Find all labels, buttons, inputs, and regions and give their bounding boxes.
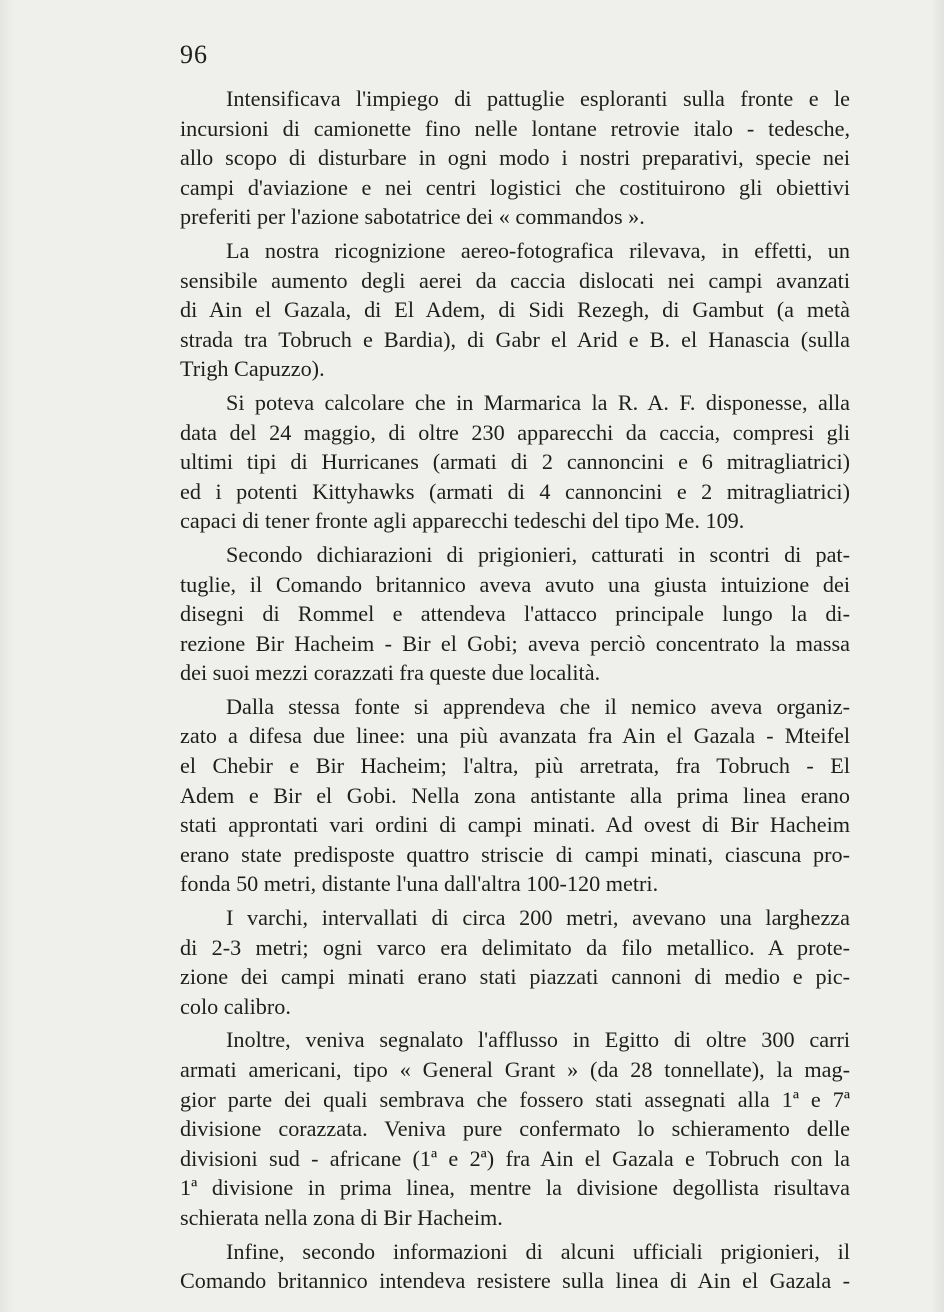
body-text bbox=[180, 84, 850, 1296]
text-line: Intensificava l'impiego di pattuglie esploranti sulla fronte e le bbox=[226, 86, 850, 111]
text-line: incursioni di camionette fino nelle lontane retrovie italo - tedesche, bbox=[180, 115, 850, 141]
text-line: La nostra ricognizione aereo-fotografica rilevava, in effetti, un bbox=[226, 237, 850, 263]
text-line: sensibile aumento degli aerei da caccia dislocati nei campi avanzati bbox=[180, 267, 850, 293]
text-line: disegni di Rommel e attendeva l'attacco principale lungo la di- bbox=[180, 601, 850, 627]
text-line: di Ain el Gazala, di El Adem, di Sidi Rezegh, di Gambut (a metà bbox=[180, 297, 850, 323]
text-line: I varchi, intervallati di circa 200 metri, avevano una larghezza bbox=[226, 905, 850, 931]
text-line: strada tra Tobruch e Bardia), di Gabr el Arid e B. el Hanascia (sulla bbox=[180, 326, 850, 352]
page-number: 96 bbox=[180, 40, 208, 69]
text-line: Infine, secondo informazioni di alcuni ufficiali prigionieri, il bbox=[226, 1238, 850, 1264]
text-line: armati americani, tipo « General Grant » (da 28 tonnellate), la mag- bbox=[180, 1057, 850, 1082]
text-line: dei suoi mezzi corazzati fra queste due località. bbox=[180, 660, 601, 686]
paragraph bbox=[180, 1237, 850, 1296]
text-line: zato a difesa due linee: una più avanzata fra Ain el Gazala - Mteifel bbox=[180, 723, 850, 749]
text-line: stati approntati vari ordini di campi minati. Ad ovest di Bir Hacheim bbox=[180, 812, 850, 838]
paragraph bbox=[180, 1025, 850, 1232]
text-line: el Chebir e Bir Hacheim; l'altra, più arretrata, fra Tobruch - El bbox=[180, 753, 850, 779]
text-line: Secondo dichiarazioni di prigionieri, catturati in scontri di pat- bbox=[226, 541, 850, 567]
text-line: divisioni sud - africane (1ª e 2ª) fra Ain el Gazala e Tobruch con la bbox=[180, 1145, 850, 1171]
paragraph bbox=[180, 84, 850, 232]
text-line: campi d'aviazione e nei centri logistici che costituirono gli obiettivi bbox=[180, 174, 850, 200]
text-line: capaci di tener fronte agli apparecchi tedeschi del tipo Me. 109. bbox=[180, 508, 745, 534]
paragraph bbox=[180, 540, 850, 688]
text-line: Si poteva calcolare che in Marmarica la R. A. F. disponesse, alla bbox=[226, 389, 850, 415]
text-line: data del 24 maggio, di oltre 230 apparecchi da caccia, compresi gli bbox=[180, 419, 850, 445]
paragraph bbox=[180, 236, 850, 384]
text-line: 1ª divisione in prima linea, mentre la divisione degollista risultava bbox=[180, 1175, 850, 1201]
text-line: Trigh Capuzzo). bbox=[180, 356, 325, 382]
text-line: Adem e Bir el Gobi. Nella zona antistante alla prima linea erano bbox=[180, 782, 850, 808]
text-line: divisione corazzata. Veniva pure confermato lo schieramento delle bbox=[180, 1116, 850, 1142]
text-line: preferiti per l'azione sabotatrice dei « commandos ». bbox=[180, 204, 645, 230]
text-line: colo calibro. bbox=[180, 993, 291, 1019]
paragraph bbox=[180, 692, 850, 899]
text-line: zione dei campi minati erano stati piazzati cannoni di medio e pic- bbox=[180, 964, 850, 990]
text-line: erano state predisposte quattro striscie di campi minati, ciascuna pro- bbox=[180, 841, 850, 867]
text-line: ultimi tipi di Hurricanes (armati di 2 cannoncini e 6 mitragliatrici) bbox=[180, 449, 850, 475]
text-line: di 2-3 metri; ogni varco era delimitato da filo metallico. A prote- bbox=[180, 934, 850, 960]
text-line: Dalla stessa fonte si apprendeva che il nemico aveva organiz- bbox=[226, 693, 850, 719]
text-line: Inoltre, veniva segnalato l'afflusso in Egitto di oltre 300 carri bbox=[226, 1027, 850, 1053]
paragraph bbox=[180, 388, 850, 536]
text-line: tuglie, il Comando britannico aveva avuto una giusta intuizione dei bbox=[180, 571, 850, 597]
text-line: gior parte dei quali sembrava che fossero stati assegnati alla 1ª e 7ª bbox=[180, 1086, 850, 1112]
text-line: fonda 50 metri, distante l'una dall'altra 100-120 metri. bbox=[180, 871, 659, 897]
paragraph bbox=[180, 903, 850, 1021]
text-line: rezione Bir Hacheim - Bir el Gobi; aveva perciò concentrato la massa bbox=[180, 630, 850, 656]
text-line: allo scopo di disturbare in ogni modo i nostri preparativi, specie nei bbox=[180, 145, 850, 171]
text-line: schierata nella zona di Bir Hacheim. bbox=[180, 1204, 503, 1230]
text-line: ed i potenti Kittyhawks (armati di 4 cannoncini e 2 mitragliatrici) bbox=[180, 478, 850, 504]
text-line: Comando britannico intendeva resistere sulla linea di Ain el Gazala - bbox=[180, 1268, 850, 1294]
